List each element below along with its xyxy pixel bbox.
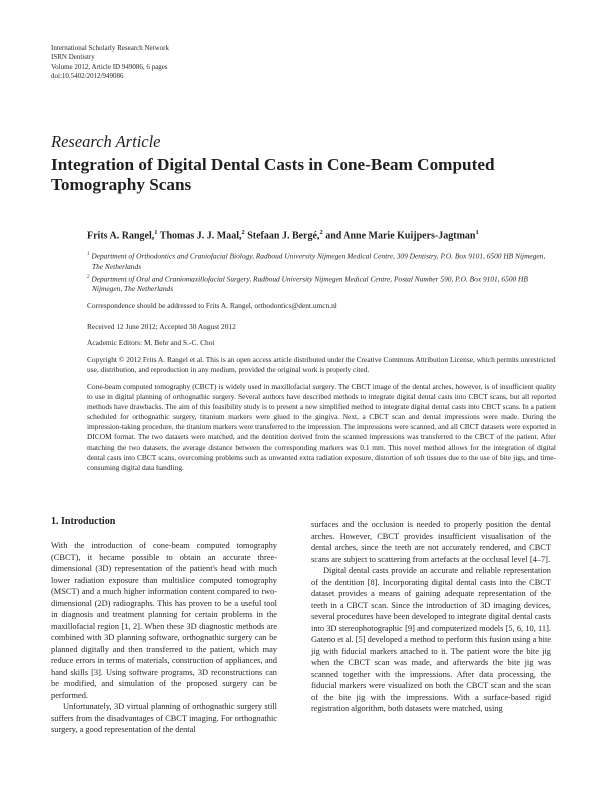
affiliation-text: Department of Orthodontics and Craniofacial Biology, Radboud University Nijmegen Medical Centre, 309 Dentistry, P.O. Box 9101, 6500 HB Nijmegen, The Netherlands [91, 251, 546, 271]
body-paragraph: surfaces and the occlusion is needed to properly position the dental arches. However, CBCT provides insufficient visualisation of the dental arches, since the teeth are not accurately rendered, and CBCT scans are subject to scattering from artefacts at the occlusal level [4–7]. [311, 520, 551, 564]
journal-subname: ISRN Dentistry [51, 53, 95, 62]
author-name: Frits A. Rangel, [87, 230, 155, 242]
body-column-left [51, 516, 277, 736]
body-paragraph: With the introduction of cone-beam computed tomography (CBCT), it became possible to obtain an accurate three-dimensional (3D) representation of the patient's head with much lower radiation exposure than multislice computed tomography (MSCT) and a much higher information content compared to two-dimensional (2D) radiographs. This has proven to be a useful tool in diagnosis and treatment planning for certain problems in the maxillofacial region [1, 2]. When these 3D diagnostic methods are combined with 3D planning software, orthognathic surgery can be planned digitally and then transferred to the patient, which may reduce errors in terms of materials, construction of appliances, and hand skills [3]. Using software programs, 3D reconstructions can be modified, and simulation of the proposed surgery can be performed. [51, 541, 277, 700]
journal-doi: doi:10.5402/2012/949086 [51, 72, 124, 81]
affiliations [87, 250, 557, 295]
author-name: and Anne Marie Kuijpers-Jagtman [325, 230, 476, 242]
affiliation-item [87, 250, 557, 272]
body-paragraph: Digital dental casts provide an accurate and reliable representation of the dentition [8]. Incorporating digital dental casts into the CBCT dataset provides a means of gaining adequate representation of the teeth in a CBCT scan. Since the introduction of 3D imaging devices, several procedures have been developed to integrate digital dental casts into 3D stereophotographic [9] and computerized models [5, 6, 10, 11]. Gateno et al. [5] developed a method to perform this fusion using a bite jig with fiducial markers attached to it. The patient wore the bite jig when the CBCT scan was made, and afterwards the bite jig was scanned together with the impressions. After data processing, the fiducial markers were visualized on both the CBCT scan and the scan of the bite jig with the impressions. With a surface-based rigid registration algorithm, both datasets were matched, using [311, 566, 551, 713]
author-affil-mark: 1 [154, 229, 158, 236]
section-heading: 1. Introduction [51, 516, 116, 527]
author-list [87, 229, 479, 241]
journal-name: International Scholarly Research Network [51, 44, 169, 52]
correspondence: Correspondence should be addressed to Frits A. Rangel, orthodontics@dent.umcn.nl [87, 301, 337, 310]
author-name: Stefaan J. Bergé, [247, 230, 320, 242]
received-dates: Received 12 June 2012; Accepted 30 August 2012 [87, 322, 236, 331]
journal-header [51, 44, 169, 82]
affiliation-item [87, 273, 557, 295]
academic-editors: Academic Editors: M. Behr and S.-C. Choi [87, 338, 215, 347]
affiliation-mark: 2 [87, 274, 90, 280]
paper-title: Integration of Digital Dental Casts in Cone-Beam Computed Tomography Scans [51, 155, 495, 194]
body-paragraph: Unfortunately, 3D virtual planning of orthognathic surgery still suffers from the disadvantages of CBCT imaging. For orthognathic surgery, a good representation of the dental [51, 702, 277, 734]
author-name: Thomas J. J. Maal, [159, 230, 242, 242]
abstract: Cone-beam computed tomography (CBCT) is widely used in maxillofacial surgery. The CBCT image of the dental arches, however, is of insufficient quality to use in digital planning of orthognathic surgery. Several authors have described methods to integrate digital dental casts into CBCT scans, but all reported methods have drawbacks. The aim of this feasibility study is to present a new simplified method to integrate digital dental casts into CBCT scans. In a patient scheduled for orthognathic surgery, titanium markers were glued to the gingiva. Next, a CBCT scan and dental impressions were made. During the impression-taking procedure, the titanium markers were transferred to the impression. The impressions were scanned, and all CBCT datasets were exported in DICOM format. The two datasets were matched, and the dentition derived from the scanned impressions was transferred to the CBCT of the patient. After matching the two datasets, the average distance between the corresponding markers was 0.1 mm. This novel method allows for the integration of digital dental casts into CBCT scans, overcoming problems such as unwanted extra radiation exposure, distortion of soft tissues due to the use of bite jigs, and time-consuming digital data handling. [87, 382, 556, 472]
affiliation-mark: 1 [87, 252, 90, 257]
author-affil-mark: 2 [319, 229, 323, 236]
journal-volume: Volume 2012, Article ID 949086, 6 pages [51, 62, 168, 71]
body-column-right [311, 519, 551, 715]
author-affil-mark: 1 [475, 229, 479, 236]
article-type: Research Article [51, 132, 161, 151]
affiliation-text: Department of Oral and Craniomaxillofacial Surgery, Radboud University Nijmegen Medical Centre, Postal Number 590, P.O. Box 9101, 6500 HB Nijmegen, The Netherlands [91, 274, 528, 294]
copyright-notice: Copyright © 2012 Frits A. Rangel et al. This is an open access article distributed under the Creative Commons Attribution License, which permits unrestricted use, distribution, and reproduction in any medium, provided the original work is properly cited. [87, 355, 556, 375]
author-affil-mark: 2 [241, 229, 245, 236]
